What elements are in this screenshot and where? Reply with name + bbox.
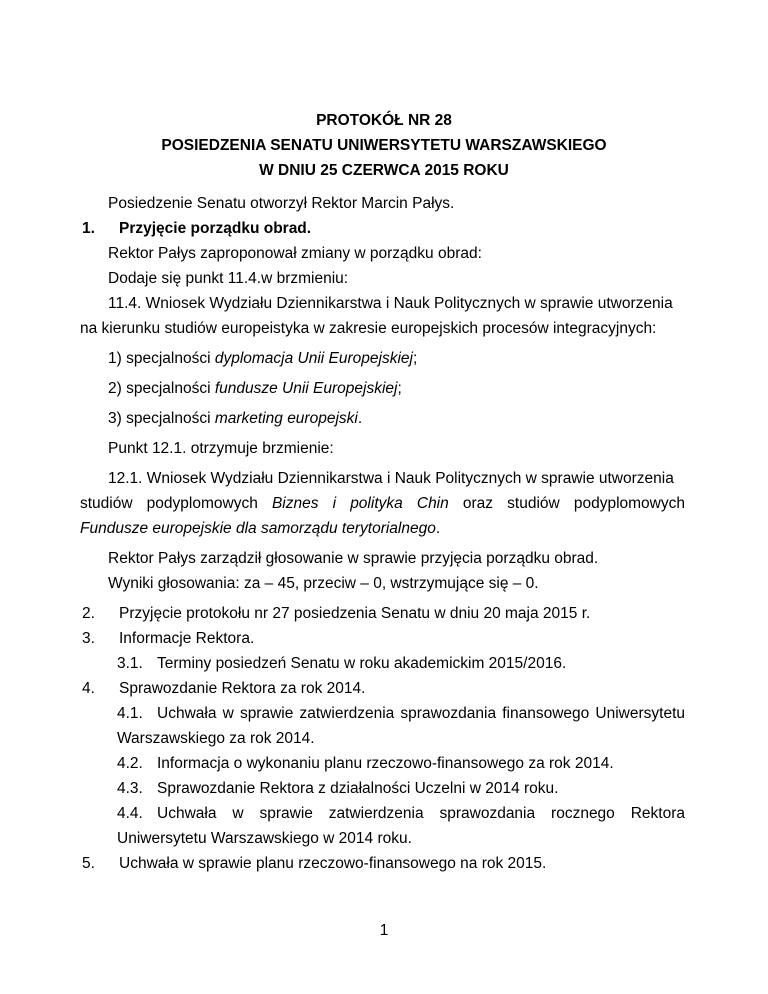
agenda-number: 4.2.	[117, 755, 143, 772]
agenda-item: Informacje Rektora.	[119, 630, 255, 647]
section-1-p1: Rektor Pałys zaproponował zmiany w porządku obrad:	[108, 245, 482, 262]
title-line-2: POSIEDZENIA SENATU UNIWERSYTETU WARSZAWSKIEGO	[161, 137, 607, 154]
section-1-heading: Przyjęcie porządku obrad.	[119, 220, 312, 237]
section-1-p6: Rektor Pałys zarządził głosowanie w sprawie przyjęcia porządku obrad.	[108, 550, 599, 567]
section-1-p3-line-2: na kierunku studiów europeistyka w zakresie europejskich procesów integracyjnych:	[80, 320, 657, 337]
specialization-name: marketing europejski	[214, 410, 358, 427]
specialization-item-3: 3) specjalności marketing europejski.	[108, 410, 363, 427]
agenda-number: 5.	[82, 855, 95, 872]
agenda-item: Sprawozdanie Rektora za rok 2014.	[119, 680, 366, 697]
agenda-item: Uchwała w sprawie zatwierdzenia sprawozdania finansowego Uniwersytetu	[157, 705, 685, 722]
section-1-p5-line-2: studiów podyplomowych Biznes i polityka Chin oraz studiów podyplomowych	[80, 495, 685, 512]
specialization-name: fundusze Unii Europejskiej	[214, 380, 398, 397]
section-1-number: 1.	[82, 220, 95, 237]
section-1-p4: Punkt 12.1. otrzymuje brzmienie:	[108, 440, 334, 457]
section-1-p5-line-1: 12.1. Wniosek Wydziału Dziennikarstwa i Nauk Politycznych w sprawie utworzenia	[108, 470, 674, 487]
title-line-3: W DNIU 25 CZERWCA 2015 ROKU	[259, 162, 509, 179]
specialization-item-2: 2) specjalności fundusze Unii Europejskiej;	[108, 380, 402, 397]
agenda-item: Terminy posiedzeń Senatu w roku akademickim 2015/2016.	[157, 655, 567, 672]
section-1-p2: Dodaje się punkt 11.4.w brzmieniu:	[108, 270, 349, 287]
opening-sentence: Posiedzenie Senatu otworzył Rektor Marcin Pałys.	[108, 195, 455, 212]
specialization-name: dyplomacja Unii Europejskiej	[214, 350, 413, 367]
agenda-number: 4.1.	[117, 705, 143, 722]
agenda-item: Uchwała w sprawie planu rzeczowo-finansowego na rok 2015.	[119, 855, 547, 872]
agenda-item-continuation: Uniwersytetu Warszawskiego w 2014 roku.	[117, 830, 412, 847]
agenda-number: 4.4.	[117, 805, 143, 822]
page-number: 1	[379, 922, 389, 939]
section-1-p5-line-3: Fundusze europejskie dla samorządu terytorialnego.	[80, 520, 441, 537]
agenda-number: 2.	[82, 605, 95, 622]
agenda-number: 3.1.	[117, 655, 143, 672]
agenda-item: Przyjęcie protokołu nr 27 posiedzenia Senatu w dniu 20 maja 2015 r.	[119, 605, 591, 622]
title-line-1: PROTOKÓŁ NR 28	[316, 112, 452, 129]
specialization-item-1: 1) specjalności dyplomacja Unii Europejskiej;	[108, 350, 418, 367]
agenda-item: Informacja o wykonaniu planu rzeczowo-finansowego za rok 2014.	[157, 755, 614, 772]
agenda-number: 4.	[82, 680, 95, 697]
agenda-item-continuation: Warszawskiego za rok 2014.	[117, 730, 315, 747]
agenda-item: Sprawozdanie Rektora z działalności Uczelni w 2014 roku.	[157, 780, 559, 797]
agenda-item: Uchwała w sprawie zatwierdzenia sprawozdania rocznego Rektora	[157, 805, 685, 822]
voting-results: Wyniki głosowania: za – 45, przeciw – 0, wstrzymujące się – 0.	[108, 575, 539, 592]
agenda-number: 3.	[82, 630, 95, 647]
agenda-number: 4.3.	[117, 780, 143, 797]
section-1-p3-line-1: 11.4. Wniosek Wydziału Dziennikarstwa i Nauk Politycznych w sprawie utworzenia	[108, 295, 673, 312]
